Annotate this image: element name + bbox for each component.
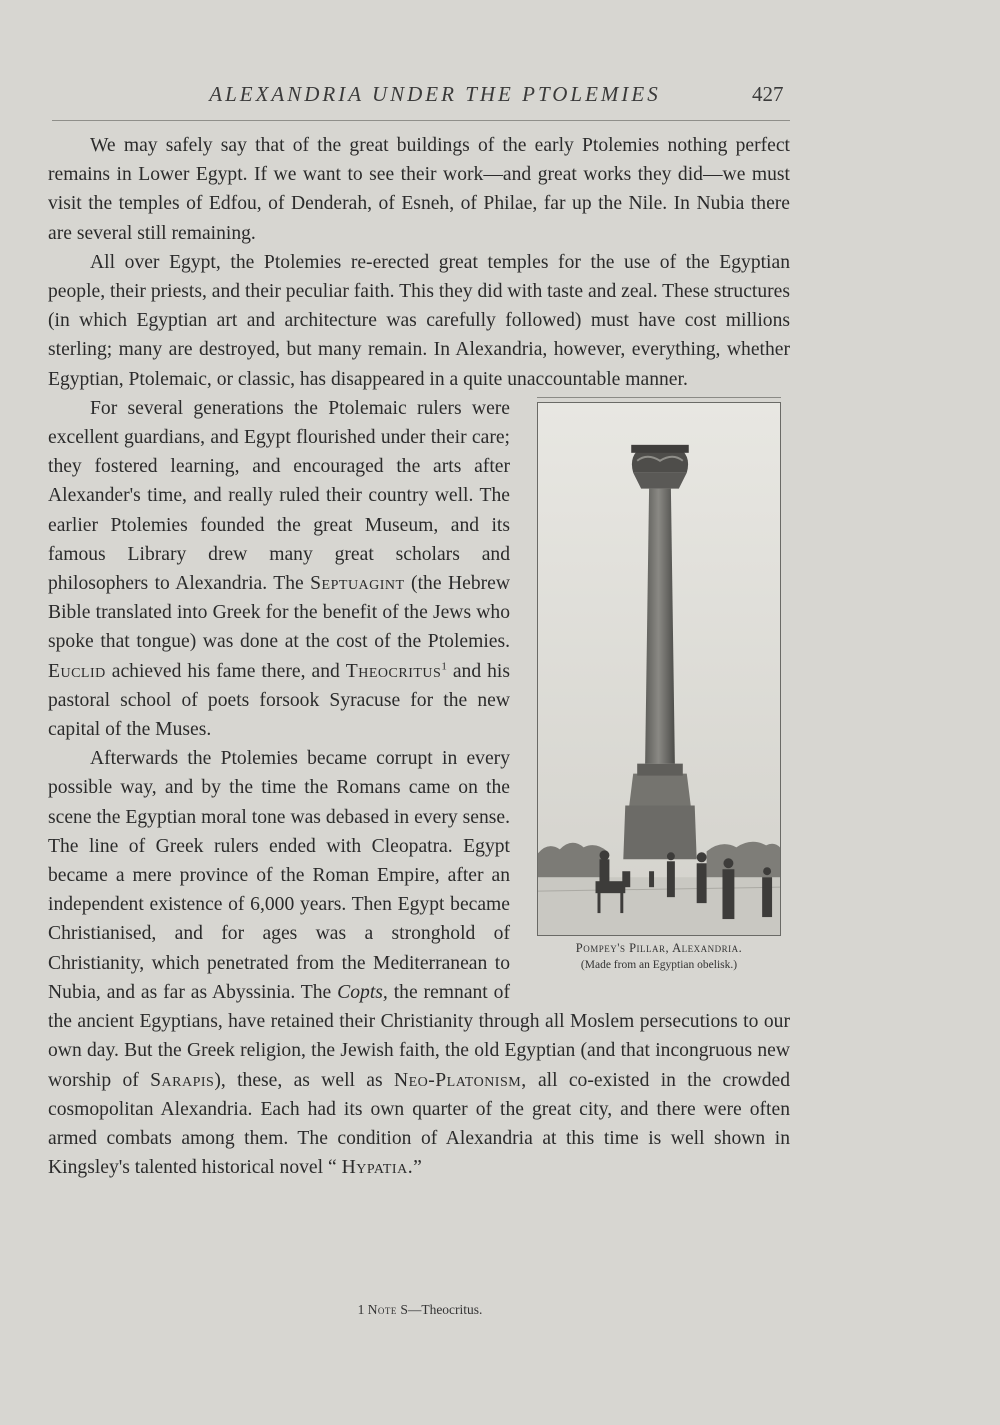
running-head: ALEXANDRIA UNDER THE PTOLEMIES (209, 82, 661, 106)
paragraph-3-text-b: (the Hebrew Bible translated into Greek for the benefit of the Jews who spoke that tongue) was done at the cost of the Ptolemies. (48, 573, 510, 653)
euclid-term: Euclid (48, 660, 106, 682)
neo-platonism-term: Neo-Platonism, (393, 1069, 527, 1091)
footnote-reference[interactable]: 1 (441, 660, 447, 673)
footnote-text: S—Theocritus. (396, 1302, 483, 1317)
paragraph-2 (48, 248, 790, 394)
figure-top-rule (537, 397, 781, 398)
paragraph-4-text-c: ), these, as well as (214, 1069, 394, 1091)
figure-caption-title: Pompey's Pillar, Alexandria. (575, 940, 743, 955)
paragraph-3-text-c: achieved his fame there, and (105, 660, 346, 682)
figure-caption-note: (Made from an Egyptian obelisk.) (580, 958, 738, 971)
figure-pompeys-pillar (528, 397, 790, 989)
header-rule (52, 120, 790, 121)
paragraph-4-text-b: the remnant of the ancient Egyptians, have retained their Christianity through all Moslem persecutions to our own day. But the Greek religion, the Jewish faith, the old Egyptian (and that incongruous new worship of (48, 981, 790, 1091)
paragraph-1: We may safely say that of the great buildings of the early Ptolemies nothing perfect remains in Lower Egypt. If we want to see their work—and great works they did—we must visit the temples of Edfou, of Denderah, of Esneh, of Philae, far up the Nile. In Nubia there are several still remaining. (48, 135, 790, 244)
copts-term: Copts, (337, 981, 388, 1003)
paragraph-4-text-e: ” (413, 1157, 422, 1179)
paragraph-4-text-a: Afterwards the Ptolemies became corrupt in every possible way, and by the time the Romans came on the scene the Egyptian moral tone was debased in every sense. The line of Greek rulers ended with Cleopatra. Egypt became a mere province of the Roman Empire, after an independent existence of 6,000 years. Then Egypt became Christianised, and for ages was a stronghold of Christianity, which penetrated from the Mediterranean to Nubia, and as far as Abyssinia. The (48, 748, 510, 1003)
footnote-label: Note (367, 1302, 397, 1317)
figure-caption (528, 940, 790, 973)
sarapis-term: Sarapis (150, 1069, 215, 1091)
footnote-marker: 1 (357, 1302, 365, 1317)
septuagint-term: Septuagint (310, 573, 405, 595)
page-number: 427 (752, 82, 784, 106)
paragraph-3-text-d: and his pastoral school of poets forsook Syracuse for the new capital of the Muses. (48, 660, 510, 741)
footnote (0, 1302, 840, 1318)
body-text (48, 131, 790, 1182)
paragraph-3-text-a: For several generations the Ptolemaic rulers were excellent guardians, and Egypt flourished under their care; they fostered learning, and encouraged the arts after Alexander's time, and really ruled their country well. The earlier Ptolemies founded the great Museum, and its famous Library drew many great scholars and philosophers to Alexandria. The (48, 397, 510, 595)
hypatia-term: Hypatia. (341, 1157, 414, 1179)
paragraph-2-text: All over Egypt, the Ptolemies re-erected great temples for the use of the Egyptian people, their priests, and their peculiar faith. This they did with taste and zeal. These structures (in which Egyptian art and architecture was carefully followed) must have cost millions sterling; many are destroyed, but many remain. In Alexandria, however, everything, whether Egyptian, Ptolemaic, or classic, has disappeared in a quite unaccountable manner. (48, 251, 790, 390)
paragraph-4-text-d: all co-existed in the crowded cosmopolitan Alexandria. Each had its own quarter of the great city, and there were often armed combats among them. The condition of Alexandria at this time is well shown in Kingsley's talented historical novel “ (48, 1069, 790, 1179)
theocritus-term: Theocritus (345, 660, 442, 682)
pompeys-pillar-photo (537, 402, 781, 936)
